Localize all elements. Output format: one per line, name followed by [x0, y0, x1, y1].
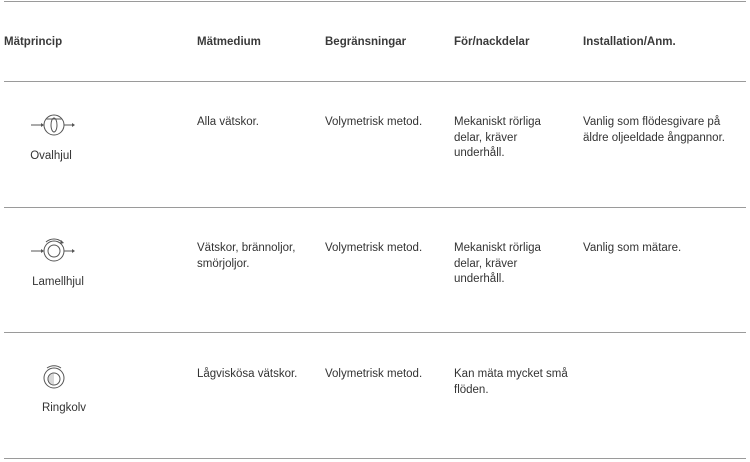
table-top-rule [4, 1, 746, 2]
vane-wheel-meter-icon [30, 236, 78, 266]
header-begransningar: Begränsningar [325, 36, 407, 48]
cell-proscons: Mekaniskt rörliga delar, kräver underhåll. [454, 116, 541, 159]
header-matprincip: Mätprincip [4, 36, 63, 48]
header-matmedium: Mätmedium [197, 36, 261, 48]
cell-medium: Lågviskösa vätskor. [197, 368, 298, 380]
header-installation: Installation/Anm. [583, 36, 676, 48]
row-divider [4, 207, 746, 208]
cell-medium: Vätskor, brännoljor, smörjoljor. [197, 242, 296, 270]
cell-notes: Vanlig som mätare. [583, 242, 682, 254]
header-divider [4, 81, 746, 82]
row-name: Ovalhjul [30, 150, 72, 162]
cell-limits: Volymetrisk metod. [325, 242, 423, 254]
cell-proscons: Kan mäta mycket små flöden. [454, 368, 568, 396]
row-name: Lamellhjul [32, 276, 84, 288]
table-bottom-rule [4, 458, 746, 459]
row-name: Ringkolv [41, 402, 87, 414]
cell-limits: Volymetrisk metod. [325, 116, 423, 128]
cell-medium: Alla vätskor. [197, 116, 259, 128]
header-for-nackdelar: För/nackdelar [454, 36, 530, 48]
row-divider [4, 332, 746, 333]
cell-notes: Vanlig som flödesgivare på äldre oljeeldade ångpannor. [583, 116, 725, 144]
cell-proscons: Mekaniskt rörliga delar, kräver underhåll. [454, 242, 541, 285]
cell-limits: Volymetrisk metod. [325, 368, 423, 380]
ring-piston-meter-icon [40, 363, 68, 393]
oval-gear-meter-icon [30, 110, 78, 140]
